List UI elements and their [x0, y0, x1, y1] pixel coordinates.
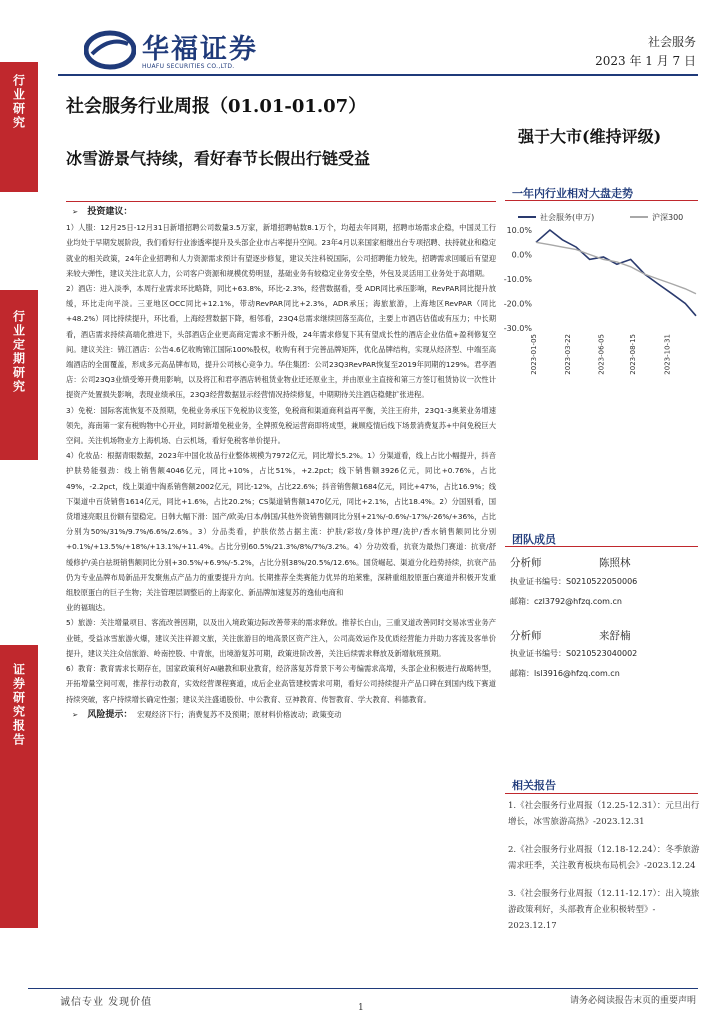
team-section-rule [505, 546, 698, 547]
risk-text: 宏观经济下行；消费复苏不及预期；原材料价格波动；政策变动 [137, 709, 342, 719]
analyst-2-email: 邮箱：lsl3916@hfzq.com.cn [510, 669, 620, 678]
sidebar-tag-research [0, 62, 38, 192]
related-reports-list [508, 798, 703, 934]
analyst-1-email: 邮箱：czl3792@hfzq.com.cn [510, 597, 622, 606]
para-cosmetics: 4）化妆品：根据青眼数据，2023年中国化妆品行业整体规模为7972亿元，同比增长5.2%。1）分渠道看，线上占比小幅提升，抖音护肤势能强劲：线上销售额4046亿元，同比+10%，占比51%，+2.2pct；线下销售额3926亿元，同比+0.76%，占比49%，-2.2pct，线上渠道中淘系销售额2002亿元，同比-12%，占比22.6%；抖音销售额1684亿元，同比+47%，占比16.9%；线下渠道中百货销售1614亿元，同比+1.6%，占比20.2%；CS渠道销售额1470亿元，同比+2.1%，占比18.4%。2）分国别看，国货增速亮眼且份额有望稳定。日韩大幅下滑：国产/欧美/日本/韩国/其他外资销售额同比分别+21%/-0.6%/-17%/-26%/+36%，占比分别为50%/31%/9.7%/6.6%/2.6%。3）分品类看，护肤依然占据主流：护肤/彩妆/身体护理/洗护/香水销售额同比分别+0.1%/+13.5%/+18%/+13.1%/+11.4%。占比分别60.5%/21.3%/8%/7%/3.2%。4）分功效看，抗衰为最热门赛道：抗衰/舒缓修护/美白祛斑销售额同比分别+30.5%/+6.9%/-5.2%，占比分别38%/20.5%/12.6%。国货崛起、渠道分化趋势持续，抗衰产品仍为专业品牌布局新品开发聚焦点产品力的重要提升方向。长期推荐全类赛能力优异的珀莱雅，深耕重组胶原蛋白赛道并积极开发重组胶原蛋白的巨子生物；关注管理层调整后的上海家化、新品牌加速复苏的逸仙电商和 [66, 451, 496, 598]
analyst-2-cert: 执业证书编号：S0210523040002 [510, 649, 638, 658]
chart-section-title: 一年内行业相对大盘走势 [512, 187, 633, 200]
x-tick-label: 2023-10-31 [663, 334, 672, 375]
y-tick-label: -10.0% [503, 275, 532, 284]
sidebar-tag-periodic [0, 290, 38, 460]
series-line-0 [536, 230, 696, 316]
sidebar-label-3: 证券研究报告 [11, 663, 26, 747]
analyst-2-name: 来舒楠 [599, 630, 631, 642]
header-industry: 社会服务 [647, 35, 696, 49]
bullet-arrow-icon: ➢ [72, 709, 79, 719]
invest-heading: 投资建议： [87, 207, 133, 217]
footer-divider [28, 988, 698, 989]
sidebar-tag-report [0, 645, 38, 928]
rating-label: 强于大市(维持评级) [518, 127, 662, 146]
related-section-rule [505, 793, 698, 794]
sidebar-label-2: 行业定期研究 [11, 310, 26, 394]
risk-heading: 风险提示： [87, 709, 133, 720]
company-name-en: HUAFU SECURITIES CO.,LTD. [142, 63, 235, 70]
related-report-1-line-1[interactable]: 1.《社会服务行业周报（12.25-12.31）：元旦出行 [508, 801, 700, 811]
team-section-title: 团队成员 [512, 533, 556, 546]
related-report-2-line-2[interactable]: 需求旺季，关注教育板块布局机会》-2023.12.24 [508, 861, 696, 871]
x-tick-label: 2023-03-22 [563, 334, 572, 375]
invest-advice-body [66, 204, 496, 723]
page-number: 1 [358, 1003, 364, 1013]
analyst-2-role: 分析师 [510, 630, 542, 642]
related-report-3-line-1[interactable]: 3.《社会服务行业周报（12.11-12.17）：出入境旅 [508, 889, 700, 899]
y-tick-label: 10.0% [506, 226, 532, 235]
para-cosmetics-tail: 业的福瑞达。 [66, 603, 110, 613]
series-line-1 [536, 242, 696, 293]
sidebar-label-1: 行业研究 [11, 74, 26, 130]
para-hr: 1）人服：12月25日-12月31日新增招聘公司数量3.5万家，新增招聘帖数8.1万个，均超去年同期，招聘市场需求企稳，中国灵工行业均处于早期发展阶段，我们看好行业渗透率提升及头部企业市占率提升空间。23年4月以来国家相继出台专项招聘、扶持就业和稳定就业的相关政策，24年企业招聘和人力资源需求预计有望逐步修复，建议关注科锐国际，公司招聘能力较先，招聘需求回暖后有望迎来较大弹性，建议关注北京人力，公司客户资源和规模优势明显，基础业务有较稳定业务安全垫，外包及灵活用工业务处于高增期。 [66, 223, 496, 278]
analyst-1-cert: 执业证书编号：S0210522050006 [510, 577, 638, 586]
para-hotel: 2）酒店：进入淡季，本周行业需求环比略降，同比+63.8%，环比-2.3%，经营数据看，受 ADR同比承压影响，RevPAR同比提升放缓，环比走向平淡。三亚地区OCC同比+12.1%，带动RevPAR同比+2.3%，ADR承压；海旅旅游，上海地区RevPAR（同比+48.2%）同比持续提升，环比看，上海经营数据下降，相邻看，23Q4总需求继续回落至高位，主要上市酒店估值或有压力；中长期看，酒店需求持续高端化推进下，头部酒店企业更高商定需求不断升级，24年需求修复下其有望成长性的酒店企业估值+盈利修复空间。建议关注：锦江酒店：公告4.6亿收购锦江国际100%股权，收购有利于完善品牌矩阵，优化品牌结构，实现从经济型、中端至高端酒店的全面覆盖，形成多元高品牌布局，提升公司核心竞争力。华住集团：公司23Q3RevPAR恢复至2019年同期的129%。君亭酒店：公司23Q3业绩受筹开费用影响，以及将江和君亭酒店转租赁业物业迁还原业主，并由原业主直接和第三方签订租赁协议一次性计提资产处置损失影响，表现业绩承压，23Q3经营数据显示经营情况持续修复，中期期待关注酒店稳健扩张进程。 [66, 284, 496, 400]
y-tick-label: -20.0% [503, 299, 532, 309]
x-tick-label: 2023-06-05 [597, 334, 606, 375]
para-dutyfree: 3）免税：国际客流恢复不及预期，免税业务承压下免税协议变签，免税商和渠道商利益再平衡，关注王府井，23Q1-3奥莱业务增速领先，海南第一家有税购物中心开业，同时新增免税业务，全牌照免税运营商即将成型，兼顾疫情后线下场景消费复苏+中间免税巨大空间。关注机场物业方上海机场、白云机场，看好免税客单价提升。 [66, 405, 496, 446]
content-top-rule [66, 201, 496, 202]
company-name-cn: 华福证券 [142, 34, 258, 65]
report-title: 社会服务行业周报（01.01-01.07） [66, 96, 367, 117]
related-report-1-line-2[interactable]: 增长，冰雪旅游高热》-2023.12.31 [508, 817, 645, 827]
legend-label-1: 沪深300 [652, 213, 684, 222]
chart-section-rule [505, 200, 698, 201]
y-tick-label: 0.0% [511, 250, 532, 260]
related-report-3-line-3[interactable]: 2023.12.17 [508, 921, 557, 931]
footer-disclaimer: 请务必阅读报告末页的重要声明 [569, 996, 696, 1006]
huafu-logo-icon [84, 30, 136, 70]
related-report-3-line-2[interactable]: 游政策利好，头部教育企业积极转型》- [508, 905, 656, 915]
report-subtitle: 冰雪游景气持续，看好春节长假出行链受益 [66, 149, 371, 168]
header-date: 2023 年 1 月 7 日 [595, 54, 696, 68]
y-tick-label: -30.0% [503, 324, 532, 333]
header-divider [58, 74, 698, 76]
footer-slogan: 诚信专业 发现价值 [60, 997, 153, 1008]
bullet-arrow-icon: ➢ [72, 207, 79, 216]
relative-performance-chart [496, 205, 706, 380]
x-tick-label: 2023-08-15 [629, 334, 638, 375]
para-education: 6）教育：教育需求长期存在，国家政策利好AI融教和职业教育，经济落复苏背景下考公考编需求高增，头部企业积极进行战略转型，开拓增量空间可观，推荐行动教育，实效经营课程赛道，成后企业高管建校需求可期，看好公司持续提升产品口碑在到国内线下赛道持续突破，客户持续增长确定性强；建议关注盛通股份、中公教育、豆神教育、传智教育、学大教育、科德教育。 [66, 664, 496, 704]
analyst-1-role: 分析师 [510, 557, 542, 569]
x-tick-label: 2023-01-05 [530, 334, 538, 375]
analyst-1-name: 陈照林 [599, 557, 631, 569]
legend-label-0: 社会服务(申万) [540, 213, 595, 222]
company-logo [84, 30, 136, 70]
related-section-title: 相关报告 [512, 779, 556, 792]
related-report-2-line-1[interactable]: 2.《社会服务行业周报（12.18-12.24）：冬季旅游 [508, 845, 700, 855]
para-tourism: 5）旅游：关注增量项目、客流改善因期，以及出入境政策边际改善带来的需求释放。推荐长白山，三重叉道改善同时交易冰雪业务产业链，受益冰雪旅游火爆，建议关注祥源文旅，关注旅游目的地高景区资产注入，公司高效运作及优质经营能力并助力客流及客单价提升，建议关注众信旅游、岭南控股、中青旅，出境游复苏可期，政策进阶改善，关注后续需求释放及新增航班预期。 [66, 618, 496, 658]
